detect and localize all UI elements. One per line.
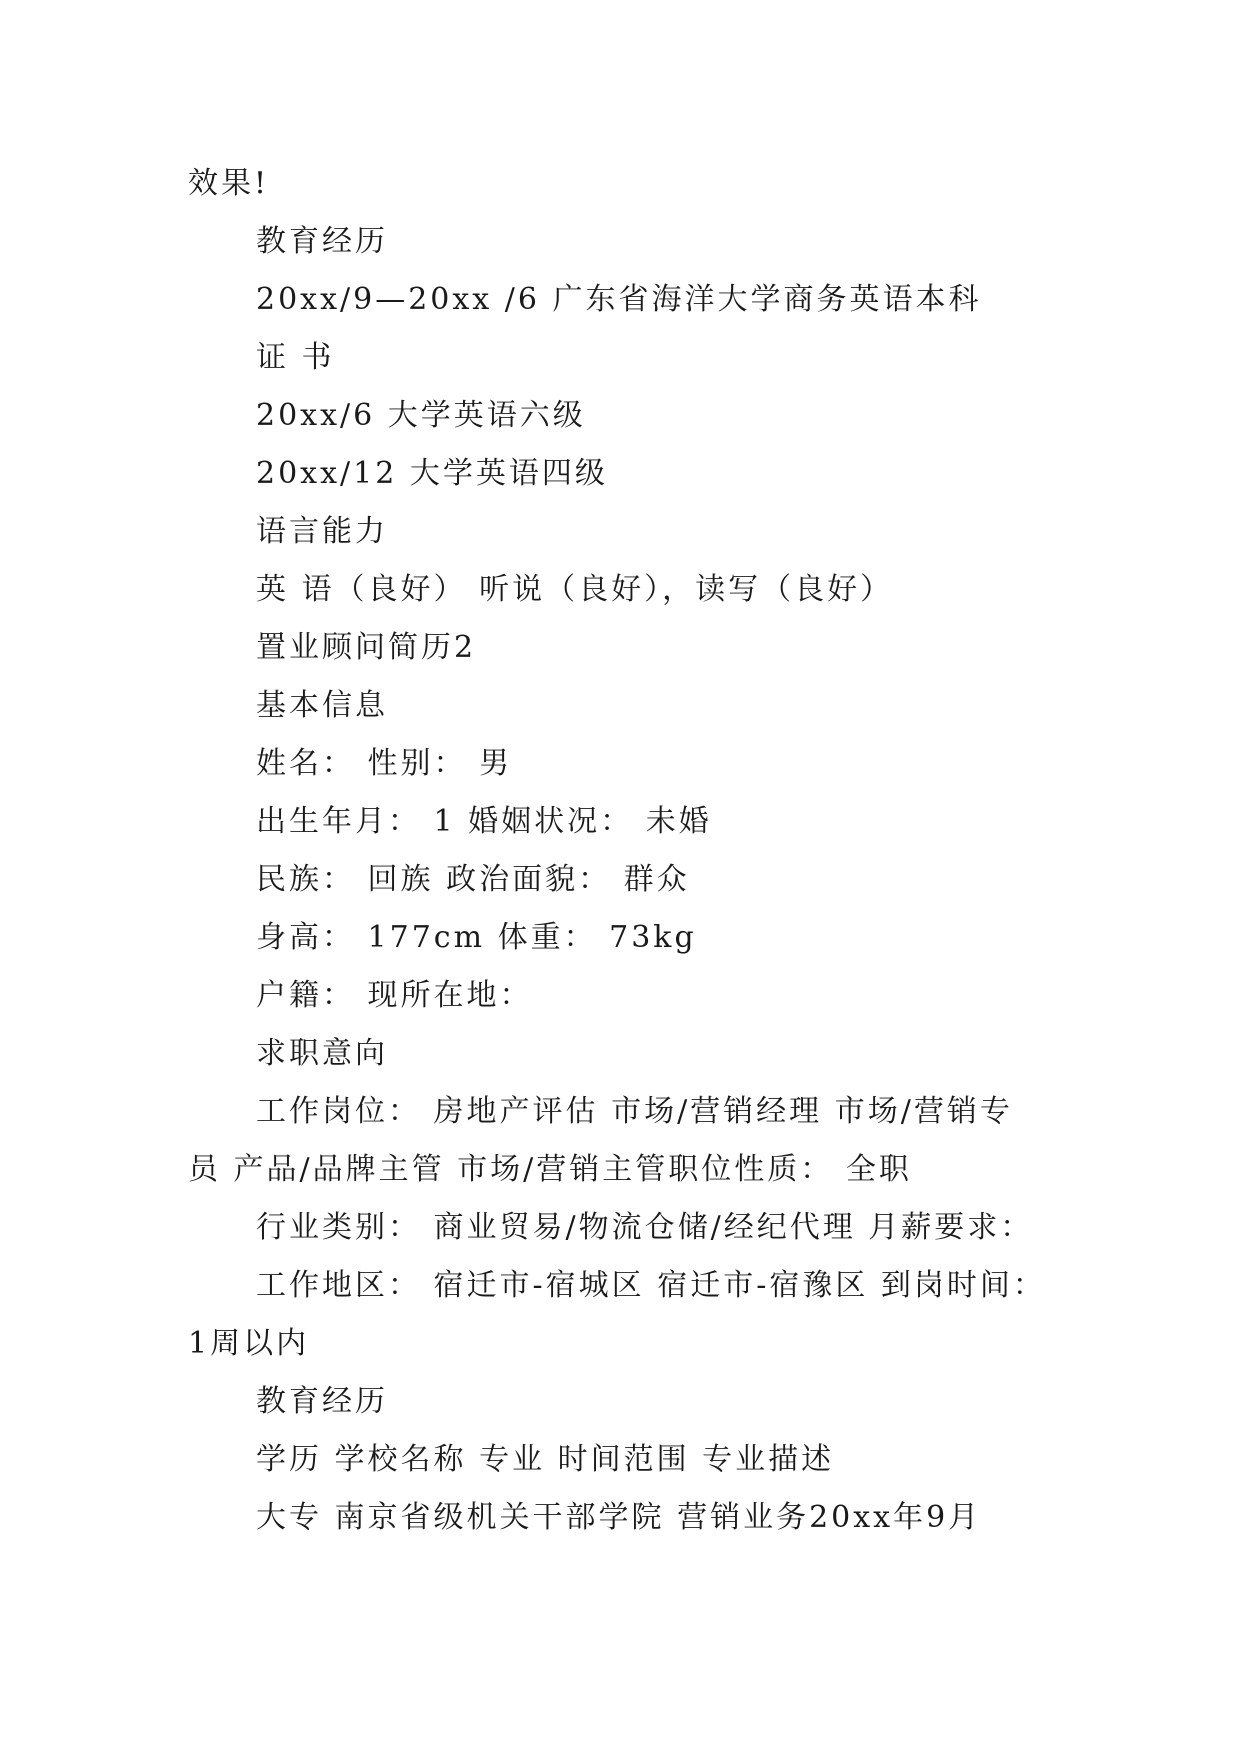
heading-language-ability: 语言能力: [256, 514, 388, 549]
heading-certificates: 证 书: [256, 340, 335, 375]
heading-basic-info: 基本信息: [256, 688, 388, 723]
text-line-ethnicity-politics: 民族： 回族 政治面貌： 群众: [256, 862, 690, 897]
text-line-work-area: 工作地区： 宿迁市-宿城区 宿迁市-宿豫区 到岗时间：: [256, 1268, 1046, 1303]
text-line-english-level: 英 语（良好） 听说（良好），读写（良好）: [256, 572, 894, 607]
text-line-education-entry: 20xx/9—20xx /6 广东省海洋大学商务英语本科: [256, 282, 982, 317]
text-line-positions-cont: 员 产品/品牌主管 市场/营销主管职位性质： 全职: [188, 1152, 912, 1187]
text-line-education-header: 学历 学校名称 专业 时间范围 专业描述: [256, 1442, 835, 1477]
heading-education-2: 教育经历: [256, 1384, 388, 1419]
text-line-cet4: 20xx/12 大学英语四级: [256, 456, 608, 491]
text-line-education-row: 大专 南京省级机关干部学院 营销业务20xx年9月: [256, 1500, 982, 1535]
heading-job-intention: 求职意向: [256, 1036, 388, 1071]
text-line-birth-marital: 出生年月： 1 婚姻状况： 未婚: [256, 804, 712, 839]
text-line-cet6: 20xx/6 大学英语六级: [256, 398, 586, 433]
heading-education: 教育经历: [256, 224, 388, 259]
text-line-start-time: 1周以内: [188, 1326, 310, 1361]
text-line-industry-salary: 行业类别： 商业贸易/物流仓储/经纪代理 月薪要求：: [256, 1210, 1034, 1245]
text-line-name-gender: 姓名： 性别： 男: [256, 746, 513, 781]
text-line-continuation: 效果!: [188, 166, 270, 201]
resume-title: 置业顾问简历2: [256, 630, 477, 665]
text-line-positions: 工作岗位： 房地产评估 市场/营销经理 市场/营销专: [256, 1094, 1013, 1129]
text-line-residence: 户籍： 现所在地：: [256, 978, 533, 1013]
text-line-height-weight: 身高： 177cm 体重： 73kg: [256, 920, 697, 955]
